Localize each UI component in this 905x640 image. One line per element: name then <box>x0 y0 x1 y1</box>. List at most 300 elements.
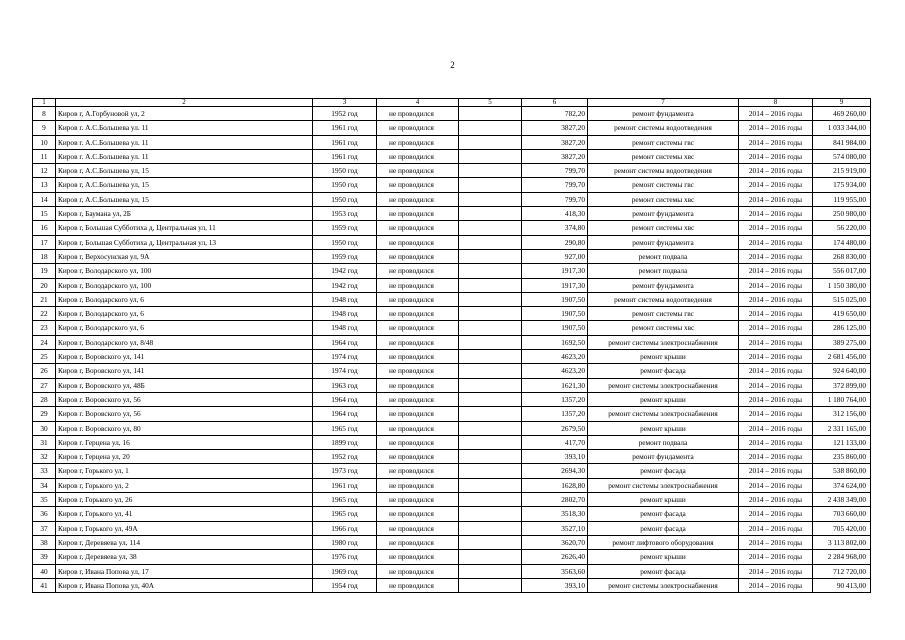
address-cell: Киров г. А.С.Большева ул. 11 <box>56 121 313 135</box>
work-type-cell: ремонт фундамента <box>588 207 739 221</box>
empty-cell <box>459 564 522 578</box>
year-built-cell: 1964 год <box>313 335 377 349</box>
address-cell: Киров г, Большая Субботиха д, Центральная ул, 13 <box>56 235 313 249</box>
address-cell: Киров г, Герцена ул, 20 <box>56 450 313 464</box>
year-built-cell: 1961 год <box>313 135 377 149</box>
table-row <box>33 192 871 206</box>
row-number-cell: 21 <box>33 292 56 306</box>
area-cell: 799,70 <box>522 164 588 178</box>
address-cell: Киров г, Ивана Попова ул, 17 <box>56 564 313 578</box>
cost-cell: 175 934,00 <box>813 178 871 192</box>
period-cell: 2014 – 2016 годы <box>739 249 813 263</box>
row-number-cell: 14 <box>33 192 56 206</box>
period-cell: 2014 – 2016 годы <box>739 364 813 378</box>
empty-cell <box>459 535 522 549</box>
address-cell: Киров г. Воровского ул, 56 <box>56 392 313 406</box>
year-built-cell: 1950 год <box>313 178 377 192</box>
year-built-cell: 1964 год <box>313 392 377 406</box>
cost-cell: 1 033 344,00 <box>813 121 871 135</box>
work-type-cell: ремонт фундамента <box>588 107 739 121</box>
empty-cell <box>459 464 522 478</box>
cost-cell: 2 438 349,00 <box>813 493 871 507</box>
year-built-cell: 1974 год <box>313 364 377 378</box>
table-row <box>33 307 871 321</box>
empty-cell <box>459 235 522 249</box>
year-built-cell: 1950 год <box>313 235 377 249</box>
empty-cell <box>459 292 522 306</box>
column-header: 9 <box>813 99 871 107</box>
area-cell: 1907,50 <box>522 321 588 335</box>
work-type-cell: ремонт крыши <box>588 550 739 564</box>
year-built-cell: 1948 год <box>313 321 377 335</box>
last-repair-cell: не проводился <box>377 278 459 292</box>
area-cell: 2679,50 <box>522 421 588 435</box>
last-repair-cell: не проводился <box>377 550 459 564</box>
empty-cell <box>459 392 522 406</box>
row-number-cell: 24 <box>33 335 56 349</box>
row-number-cell: 39 <box>33 550 56 564</box>
work-type-cell: ремонт системы электроснабжения <box>588 378 739 392</box>
cost-cell: 312 156,00 <box>813 407 871 421</box>
last-repair-cell: не проводился <box>377 221 459 235</box>
cost-cell: 469 260,00 <box>813 107 871 121</box>
period-cell: 2014 – 2016 годы <box>739 564 813 578</box>
year-built-cell: 1954 год <box>313 578 377 592</box>
last-repair-cell: не проводился <box>377 407 459 421</box>
address-cell: Киров г, Большая Субботиха д, Центральная ул, 11 <box>56 221 313 235</box>
cost-cell: 419 650,00 <box>813 307 871 321</box>
row-number-cell: 12 <box>33 164 56 178</box>
period-cell: 2014 – 2016 годы <box>739 493 813 507</box>
year-built-cell: 1973 год <box>313 464 377 478</box>
area-cell: 1917,30 <box>522 264 588 278</box>
period-cell: 2014 – 2016 годы <box>739 207 813 221</box>
period-cell: 2014 – 2016 годы <box>739 535 813 549</box>
table-header-row <box>33 99 871 107</box>
empty-cell <box>459 107 522 121</box>
cost-cell: 703 660,00 <box>813 507 871 521</box>
row-number-cell: 30 <box>33 421 56 435</box>
year-built-cell: 1950 год <box>313 192 377 206</box>
area-cell: 4623,20 <box>522 364 588 378</box>
empty-cell <box>459 164 522 178</box>
last-repair-cell: не проводился <box>377 350 459 364</box>
table-row <box>33 164 871 178</box>
cost-cell: 705 420,00 <box>813 521 871 535</box>
work-type-cell: ремонт фасада <box>588 564 739 578</box>
table-row <box>33 221 871 235</box>
last-repair-cell: не проводился <box>377 364 459 378</box>
table-row <box>33 507 871 521</box>
address-cell: Киров г, Володарского ул, 6 <box>56 307 313 321</box>
row-number-cell: 34 <box>33 478 56 492</box>
row-number-cell: 17 <box>33 235 56 249</box>
work-type-cell: ремонт крыши <box>588 350 739 364</box>
work-type-cell: ремонт фундамента <box>588 278 739 292</box>
row-number-cell: 28 <box>33 392 56 406</box>
table-body <box>33 99 871 593</box>
area-cell: 3563,60 <box>522 564 588 578</box>
cost-cell: 515 025,00 <box>813 292 871 306</box>
last-repair-cell: не проводился <box>377 149 459 163</box>
last-repair-cell: не проводился <box>377 335 459 349</box>
table-row <box>33 207 871 221</box>
last-repair-cell: не проводился <box>377 564 459 578</box>
cost-cell: 250 980,00 <box>813 207 871 221</box>
year-built-cell: 1952 год <box>313 450 377 464</box>
cost-cell: 841 984,00 <box>813 135 871 149</box>
column-header: 4 <box>377 99 459 107</box>
year-built-cell: 1974 год <box>313 350 377 364</box>
last-repair-cell: не проводился <box>377 450 459 464</box>
area-cell: 2626,40 <box>522 550 588 564</box>
row-number-cell: 31 <box>33 435 56 449</box>
last-repair-cell: не проводился <box>377 535 459 549</box>
empty-cell <box>459 407 522 421</box>
year-built-cell: 1948 год <box>313 292 377 306</box>
year-built-cell: 1942 год <box>313 278 377 292</box>
area-cell: 1917,30 <box>522 278 588 292</box>
empty-cell <box>459 507 522 521</box>
last-repair-cell: не проводился <box>377 478 459 492</box>
row-number-cell: 18 <box>33 249 56 263</box>
cost-cell: 3 113 802,00 <box>813 535 871 549</box>
table-row <box>33 421 871 435</box>
address-cell: Киров г, Горького ул, 41 <box>56 507 313 521</box>
empty-cell <box>459 421 522 435</box>
period-cell: 2014 – 2016 годы <box>739 264 813 278</box>
cost-cell: 56 220,00 <box>813 221 871 235</box>
table-row <box>33 135 871 149</box>
cost-cell: 924 640,00 <box>813 364 871 378</box>
table-row <box>33 478 871 492</box>
empty-cell <box>459 550 522 564</box>
area-cell: 3827,20 <box>522 121 588 135</box>
column-header: 2 <box>56 99 313 107</box>
work-type-cell: ремонт системы хвс <box>588 149 739 163</box>
area-cell: 799,70 <box>522 178 588 192</box>
last-repair-cell: не проводился <box>377 178 459 192</box>
empty-cell <box>459 450 522 464</box>
area-cell: 417,70 <box>522 435 588 449</box>
address-cell: Киров г. Воровского ул, 80 <box>56 421 313 435</box>
period-cell: 2014 – 2016 годы <box>739 335 813 349</box>
address-cell: Киров г, Горького ул, 1 <box>56 464 313 478</box>
area-cell: 2694,30 <box>522 464 588 478</box>
column-header: 8 <box>739 99 813 107</box>
last-repair-cell: не проводился <box>377 192 459 206</box>
year-built-cell: 1942 год <box>313 264 377 278</box>
empty-cell <box>459 135 522 149</box>
page-number: 2 <box>450 60 455 70</box>
year-built-cell: 1965 год <box>313 507 377 521</box>
cost-cell: 1 150 380,00 <box>813 278 871 292</box>
work-type-cell: ремонт лифтового оборудования <box>588 535 739 549</box>
area-cell: 290,80 <box>522 235 588 249</box>
table-row <box>33 178 871 192</box>
work-type-cell: ремонт фасада <box>588 507 739 521</box>
area-cell: 782,20 <box>522 107 588 121</box>
table-row <box>33 278 871 292</box>
table-row <box>33 107 871 121</box>
area-cell: 374,80 <box>522 221 588 235</box>
table-row <box>33 321 871 335</box>
cost-cell: 372 899,00 <box>813 378 871 392</box>
empty-cell <box>459 121 522 135</box>
year-built-cell: 1964 год <box>313 407 377 421</box>
year-built-cell: 1961 год <box>313 121 377 135</box>
last-repair-cell: не проводился <box>377 121 459 135</box>
year-built-cell: 1950 год <box>313 164 377 178</box>
last-repair-cell: не проводился <box>377 521 459 535</box>
last-repair-cell: не проводился <box>377 578 459 592</box>
area-cell: 3620,70 <box>522 535 588 549</box>
table-row <box>33 435 871 449</box>
period-cell: 2014 – 2016 годы <box>739 507 813 521</box>
table-row <box>33 292 871 306</box>
row-number-cell: 9 <box>33 121 56 135</box>
year-built-cell: 1976 год <box>313 550 377 564</box>
table-row <box>33 235 871 249</box>
work-type-cell: ремонт системы гвс <box>588 307 739 321</box>
cost-cell: 374 624,00 <box>813 478 871 492</box>
year-built-cell: 1948 год <box>313 307 377 321</box>
table-row <box>33 493 871 507</box>
cost-cell: 286 125,00 <box>813 321 871 335</box>
work-type-cell: ремонт системы водоотведения <box>588 164 739 178</box>
empty-cell <box>459 307 522 321</box>
area-cell: 1357,20 <box>522 407 588 421</box>
year-built-cell: 1961 год <box>313 149 377 163</box>
address-cell: Киров г. Воровского ул, 56 <box>56 407 313 421</box>
last-repair-cell: не проводился <box>377 207 459 221</box>
work-type-cell: ремонт крыши <box>588 392 739 406</box>
work-type-cell: ремонт системы электроснабжения <box>588 578 739 592</box>
period-cell: 2014 – 2016 годы <box>739 521 813 535</box>
empty-cell <box>459 578 522 592</box>
cost-cell: 268 830,00 <box>813 249 871 263</box>
area-cell: 1621,30 <box>522 378 588 392</box>
area-cell: 393,10 <box>522 450 588 464</box>
row-number-cell: 33 <box>33 464 56 478</box>
table-row <box>33 550 871 564</box>
table-row <box>33 378 871 392</box>
cost-cell: 574 080,00 <box>813 149 871 163</box>
address-cell: Киров г. А.С.Большева ул. 11 <box>56 149 313 163</box>
table-row <box>33 521 871 535</box>
address-cell: Киров г, Володарского ул, 8/48 <box>56 335 313 349</box>
row-number-cell: 36 <box>33 507 56 521</box>
address-cell: Киров г, Воровского ул, 48Б <box>56 378 313 392</box>
last-repair-cell: не проводился <box>377 321 459 335</box>
last-repair-cell: не проводился <box>377 435 459 449</box>
column-header: 3 <box>313 99 377 107</box>
area-cell: 1357,20 <box>522 392 588 406</box>
work-type-cell: ремонт системы электроснабжения <box>588 478 739 492</box>
last-repair-cell: не проводился <box>377 421 459 435</box>
period-cell: 2014 – 2016 годы <box>739 464 813 478</box>
year-built-cell: 1899 год <box>313 435 377 449</box>
address-cell: Киров г, А.С.Большева ул, 15 <box>56 178 313 192</box>
table-row <box>33 364 871 378</box>
work-type-cell: ремонт фасада <box>588 364 739 378</box>
cost-cell: 538 860,00 <box>813 464 871 478</box>
cost-cell: 389 275,00 <box>813 335 871 349</box>
work-type-cell: ремонт подвала <box>588 435 739 449</box>
period-cell: 2014 – 2016 годы <box>739 307 813 321</box>
column-header: 1 <box>33 99 56 107</box>
work-type-cell: ремонт фундамента <box>588 450 739 464</box>
year-built-cell: 1963 год <box>313 378 377 392</box>
row-number-cell: 22 <box>33 307 56 321</box>
last-repair-cell: не проводился <box>377 464 459 478</box>
period-cell: 2014 – 2016 годы <box>739 435 813 449</box>
empty-cell <box>459 350 522 364</box>
address-cell: Киров г, Ивана Попова ул, 40А <box>56 578 313 592</box>
table-row <box>33 264 871 278</box>
cost-cell: 2 331 165,00 <box>813 421 871 435</box>
period-cell: 2014 – 2016 годы <box>739 407 813 421</box>
empty-cell <box>459 249 522 263</box>
work-type-cell: ремонт фундамента <box>588 235 739 249</box>
cost-cell: 174 480,00 <box>813 235 871 249</box>
table-row <box>33 249 871 263</box>
last-repair-cell: не проводился <box>377 107 459 121</box>
period-cell: 2014 – 2016 годы <box>739 550 813 564</box>
column-header: 6 <box>522 99 588 107</box>
address-cell: Киров г, Деревяева ул, 38 <box>56 550 313 564</box>
year-built-cell: 1965 год <box>313 421 377 435</box>
area-cell: 1628,80 <box>522 478 588 492</box>
last-repair-cell: не проводился <box>377 378 459 392</box>
row-number-cell: 20 <box>33 278 56 292</box>
address-cell: Киров г, Володарского ул, 6 <box>56 292 313 306</box>
row-number-cell: 37 <box>33 521 56 535</box>
area-cell: 927,00 <box>522 249 588 263</box>
last-repair-cell: не проводился <box>377 249 459 263</box>
period-cell: 2014 – 2016 годы <box>739 278 813 292</box>
table-row <box>33 121 871 135</box>
empty-cell <box>459 335 522 349</box>
empty-cell <box>459 264 522 278</box>
area-cell: 3827,20 <box>522 149 588 163</box>
row-number-cell: 40 <box>33 564 56 578</box>
empty-cell <box>459 521 522 535</box>
work-type-cell: ремонт системы гвс <box>588 178 739 192</box>
empty-cell <box>459 178 522 192</box>
row-number-cell: 10 <box>33 135 56 149</box>
address-cell: Киров г, А.Горбуновой ул, 2 <box>56 107 313 121</box>
last-repair-cell: не проводился <box>377 235 459 249</box>
empty-cell <box>459 493 522 507</box>
row-number-cell: 23 <box>33 321 56 335</box>
cost-cell: 119 955,00 <box>813 192 871 206</box>
work-type-cell: ремонт системы водоотведения <box>588 292 739 306</box>
cost-cell: 556 017,00 <box>813 264 871 278</box>
row-number-cell: 29 <box>33 407 56 421</box>
address-cell: Киров г, Баумана ул, 2Б <box>56 207 313 221</box>
table-row <box>33 464 871 478</box>
address-cell: Киров г, Горького ул, 49А <box>56 521 313 535</box>
work-type-cell: ремонт системы электроснабжения <box>588 407 739 421</box>
year-built-cell: 1961 год <box>313 478 377 492</box>
table-row <box>33 149 871 163</box>
column-header: 5 <box>459 99 522 107</box>
area-cell: 393,10 <box>522 578 588 592</box>
last-repair-cell: не проводился <box>377 392 459 406</box>
work-type-cell: ремонт системы хвс <box>588 192 739 206</box>
period-cell: 2014 – 2016 годы <box>739 149 813 163</box>
work-type-cell: ремонт системы хвс <box>588 221 739 235</box>
address-cell: Киров г, Володарского ул, 100 <box>56 278 313 292</box>
address-cell: Киров г, Горького ул, 26 <box>56 493 313 507</box>
empty-cell <box>459 149 522 163</box>
period-cell: 2014 – 2016 годы <box>739 221 813 235</box>
last-repair-cell: не проводился <box>377 292 459 306</box>
cost-cell: 2 284 968,00 <box>813 550 871 564</box>
work-type-cell: ремонт системы гвс <box>588 135 739 149</box>
cost-cell: 235 860,00 <box>813 450 871 464</box>
work-type-cell: ремонт системы электроснабжения <box>588 335 739 349</box>
table-row <box>33 450 871 464</box>
cost-cell: 2 681 456,00 <box>813 350 871 364</box>
row-number-cell: 15 <box>33 207 56 221</box>
work-type-cell: ремонт крыши <box>588 421 739 435</box>
area-cell: 418,30 <box>522 207 588 221</box>
last-repair-cell: не проводился <box>377 135 459 149</box>
area-cell: 3827,20 <box>522 135 588 149</box>
work-type-cell: ремонт фасада <box>588 464 739 478</box>
address-cell: Киров г, Воровского ул, 141 <box>56 364 313 378</box>
work-type-cell: ремонт системы хвс <box>588 321 739 335</box>
year-built-cell: 1959 год <box>313 249 377 263</box>
row-number-cell: 26 <box>33 364 56 378</box>
empty-cell <box>459 435 522 449</box>
empty-cell <box>459 478 522 492</box>
last-repair-cell: не проводился <box>377 264 459 278</box>
repair-plan-table <box>32 98 871 593</box>
work-type-cell: ремонт подвала <box>588 264 739 278</box>
address-cell: Киров г, А.С.Большева ул, 15 <box>56 164 313 178</box>
row-number-cell: 11 <box>33 149 56 163</box>
table-row <box>33 392 871 406</box>
year-built-cell: 1952 год <box>313 107 377 121</box>
last-repair-cell: не проводился <box>377 493 459 507</box>
area-cell: 4623,20 <box>522 350 588 364</box>
address-cell: Киров г, Верхосунская ул, 9А <box>56 249 313 263</box>
period-cell: 2014 – 2016 годы <box>739 235 813 249</box>
last-repair-cell: не проводился <box>377 307 459 321</box>
cost-cell: 215 919,00 <box>813 164 871 178</box>
year-built-cell: 1959 год <box>313 221 377 235</box>
period-cell: 2014 – 2016 годы <box>739 350 813 364</box>
year-built-cell: 1980 год <box>313 535 377 549</box>
period-cell: 2014 – 2016 годы <box>739 192 813 206</box>
work-type-cell: ремонт крыши <box>588 493 739 507</box>
empty-cell <box>459 364 522 378</box>
row-number-cell: 13 <box>33 178 56 192</box>
year-built-cell: 1969 год <box>313 564 377 578</box>
table-row <box>33 535 871 549</box>
area-cell: 799,70 <box>522 192 588 206</box>
row-number-cell: 19 <box>33 264 56 278</box>
last-repair-cell: не проводился <box>377 164 459 178</box>
area-cell: 1907,50 <box>522 292 588 306</box>
period-cell: 2014 – 2016 годы <box>739 178 813 192</box>
row-number-cell: 35 <box>33 493 56 507</box>
period-cell: 2014 – 2016 годы <box>739 135 813 149</box>
row-number-cell: 8 <box>33 107 56 121</box>
